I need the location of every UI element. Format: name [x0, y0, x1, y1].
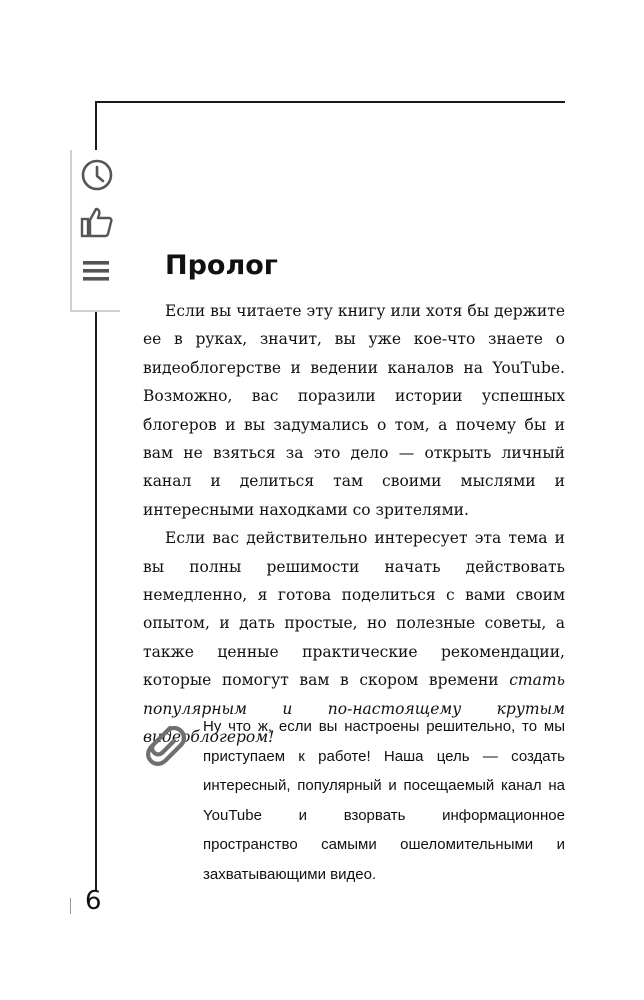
prologue-text — [143, 297, 565, 752]
paragraph: Если вы читаете эту книгу или хотя бы держите ее в руках, значит, вы уже кое-что знаете о видеоблогерстве и ведении каналов на YouTube. Возможно, вас поразили истории успешных блогеров и вы задумались о том, а почему бы и вам не взяться за это дело — открыть личный канал и делиться там своими мыслями и интересными находками со зрителями. — [143, 302, 565, 519]
paperclip-icon — [140, 720, 186, 768]
note-text: Ну что ж, если вы настроены решительно, то мы приступаем к работе! Наша цель — создать интересный, популярный и посещаемый канал на YouTube и взорвать информационное пространство самыми ошеломительными и захватывающими видео. — [203, 718, 565, 883]
frame-top-rule — [95, 101, 565, 103]
thumbs-up-icon — [80, 205, 114, 239]
page-title: Пролог — [165, 250, 278, 281]
page-number-tick — [70, 898, 71, 914]
emphasis-text: стать популярным и по-настоящему крутым видеоблогером! — [143, 671, 565, 747]
clock-icon — [80, 158, 114, 192]
page-number: 6 — [85, 886, 102, 916]
paragraph-text: Если вас действительно интересует эта тема и вы полны решимости начать действовать немедленно, я готова поделиться с вами своим опытом, и дать простые, но полезные советы, а также ценные практические рекомендации, которые помогут вам в скором времени — [143, 529, 565, 690]
sidebar-icon-panel — [70, 150, 120, 312]
menu-icon — [80, 254, 114, 288]
